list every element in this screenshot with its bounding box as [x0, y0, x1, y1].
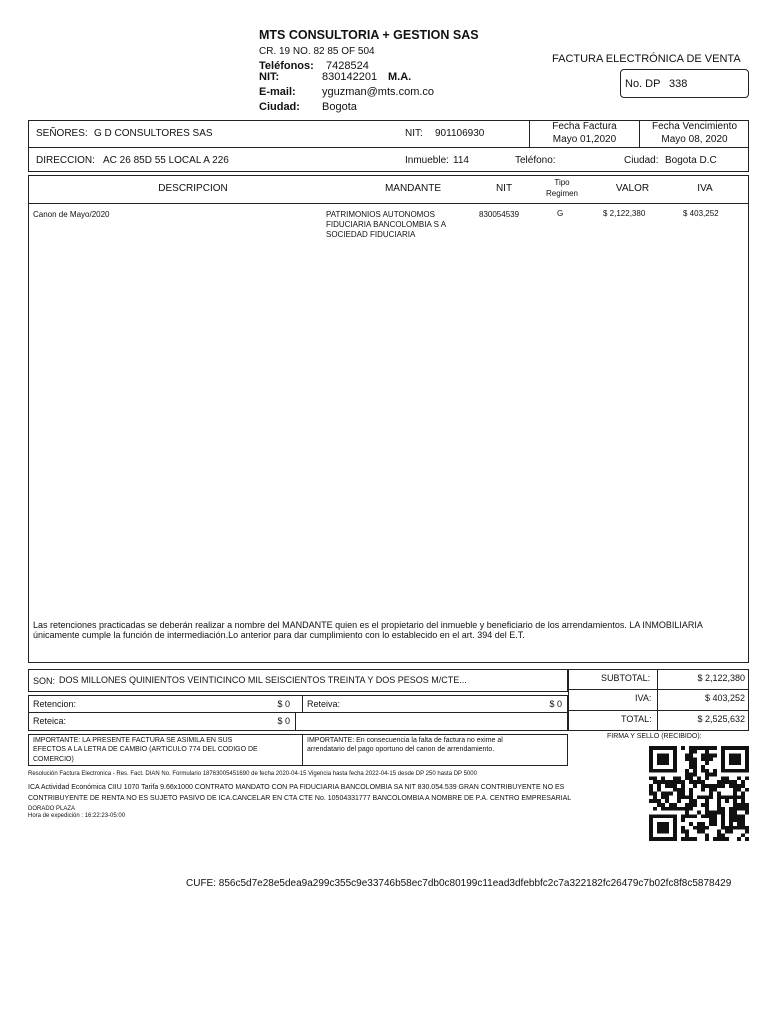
- row-mandante-3: SOCIEDAD FIDUCIARIA: [326, 230, 416, 239]
- importante-left-2: EFECTOS A LA LETRA DE CAMBIO (ARTICULO 774 DEL CODIGO DE: [33, 746, 258, 753]
- total-value: $ 2,525,632: [697, 714, 745, 724]
- client-nit: 901106930: [435, 128, 485, 139]
- importante-left-3: COMERCIO): [33, 756, 74, 763]
- invoice-number: 338: [669, 78, 688, 90]
- company-nit-label: NIT:: [259, 71, 280, 83]
- hora-expedicion: Hora de expedición : 16:22:23-05:00: [28, 813, 126, 819]
- row-valor: $ 2,122,380: [603, 209, 646, 218]
- retencion-label: Retencion:: [33, 699, 77, 709]
- subtotal-label: SUBTOTAL:: [601, 673, 651, 683]
- row-mandante-2: FIDUCIARIA BANCOLOMBIA S A: [326, 220, 447, 229]
- invoice-title: FACTURA ELECTRÓNICA DE VENTA: [552, 53, 741, 65]
- reteica-label: Reteica:: [33, 716, 67, 726]
- reteiva-value: $ 0: [549, 699, 562, 709]
- company-phone: 7428524: [326, 60, 369, 72]
- note-line-2: únicamente cumple la función de intermediación.Lo anterior para dar cumplimiento con lo establecido en el art. 394 del E.T.: [33, 630, 525, 640]
- ciudad: Bogota D.C: [665, 155, 717, 166]
- telefono-label: Teléfono:: [515, 155, 556, 166]
- resolucion-text: Resolución Factura Electronica - Res. Fact. DIAN No. Formulario 18763005451690 de fecha 2020-04-15 Vigencia hasta fecha 2022-04-15 desde DP 250 hasta DP 5000: [28, 771, 477, 777]
- reteica-value: $ 0: [277, 716, 290, 726]
- header-valor: VALOR: [615, 183, 650, 194]
- importante-left-1: IMPORTANTE: LA PRESENTE FACTURA SE ASIMILA EN SUS: [33, 737, 233, 744]
- invoice-number-label: No. DP: [625, 78, 661, 90]
- header-iva: IVA: [697, 183, 713, 194]
- row-iva: $ 403,252: [683, 209, 719, 218]
- direccion-label: DIRECCION:: [36, 155, 95, 166]
- importante-right-1: IMPORTANTE: En consecuencia la falta de factura no exime al: [307, 737, 503, 744]
- ciudad-label: Ciudad:: [624, 155, 659, 166]
- client-name: G D CONSULTORES SAS: [94, 128, 213, 139]
- fecha-vencimiento-label: Fecha Vencimiento: [651, 121, 738, 132]
- importante-right-2: arrendatario del pago oportuno del canon de arrendamiento.: [307, 746, 495, 753]
- inmueble-label: Inmueble:: [405, 155, 449, 166]
- company-nit: 830142201: [322, 71, 378, 83]
- company-city: Bogota: [322, 101, 357, 113]
- client-nit-label: NIT:: [405, 128, 423, 139]
- direccion: AC 26 85D 55 LOCAL A 226: [103, 155, 229, 166]
- son-label: SON:: [33, 676, 56, 686]
- ica-line-1: ICA Actividad Económica CIIU 1070 Tarifa 9.66x1000 CONTRATO MANDATO CON PA FIDUCIARIA BANCOLOMBIA SA NIT 830.054.539 GRAN CONTRIBUYENTE NO ES: [28, 784, 565, 791]
- note-line-1: Las retenciones practicadas se deberán realizar a nombre del MANDANTE quien es el propietario del inmueble y beneficiario de los arrendamientos. LA INMOBILIARIA: [33, 620, 703, 630]
- row-regimen: G: [557, 209, 564, 218]
- items-table: [28, 175, 749, 663]
- header-tipo: Tipo: [554, 178, 570, 187]
- qr-code: [649, 746, 749, 841]
- company-address: CR. 19 NO. 82 85 OF 504: [259, 46, 375, 57]
- iva-label: IVA:: [635, 693, 652, 703]
- header-mandante: MANDANTE: [384, 183, 442, 194]
- cufe: CUFE: 856c5d7e28e5dea9a299c355c9e33746b58ec7db0c80199c11ead3dfebbfc2c7a322182fc26479c7b02fc8f8c5878429: [186, 878, 732, 889]
- reteiva-label: Reteiva:: [307, 699, 341, 709]
- fecha-vencimiento: Mayo 08, 2020: [661, 134, 728, 145]
- header-nit: NIT: [495, 183, 513, 194]
- retenciones-box: [28, 695, 568, 731]
- invoice-number-box: [620, 69, 749, 98]
- retencion-value: $ 0: [277, 699, 290, 709]
- company-city-label: Ciudad:: [259, 101, 300, 113]
- total-label: TOTAL:: [621, 714, 652, 724]
- company-name: MTS CONSULTORIA + GESTION SAS: [259, 28, 479, 42]
- son-text: DOS MILLONES QUINIENTOS VEINTICINCO MIL SEISCIENTOS TREINTA Y DOS PESOS M/CTE...: [59, 675, 467, 685]
- header-descripcion: DESCRIPCION: [158, 183, 228, 194]
- iva-value: $ 403,252: [704, 693, 745, 703]
- company-email-label: E-mail:: [259, 86, 296, 98]
- ica-line-2: CONTRIBUYENTE DE RENTA NO ES SUJETO PASIVO DE ICA.CANCELAR EN CTA CTE No. 10504331777 BANCOLOMBIA A NOMBRE DE P.A. CENTRO EMPRESARIAL: [28, 795, 572, 802]
- senores-label: SEÑORES:: [36, 128, 88, 139]
- row-descripcion: Canon de Mayo/2020: [33, 210, 110, 219]
- inmueble: 114: [453, 155, 469, 166]
- firma-label: FIRMA Y SELLO (RECIBIDO):: [607, 733, 702, 740]
- fecha-factura: Mayo 01,2020: [552, 134, 617, 145]
- subtotal-value: $ 2,122,380: [697, 673, 745, 683]
- header-regimen: Regimen: [545, 189, 578, 198]
- row-mandante-1: PATRIMONIOS AUTONOMOS: [326, 210, 435, 219]
- company-email: yguzman@mts.com.co: [322, 86, 435, 98]
- company-regime: M.A.: [388, 71, 412, 83]
- company-phone-label: Teléfonos:: [259, 60, 314, 72]
- fecha-factura-label: Fecha Factura: [552, 121, 617, 132]
- ica-line-3: DORADO PLAZA: [28, 806, 76, 812]
- row-nit: 830054539: [479, 210, 520, 219]
